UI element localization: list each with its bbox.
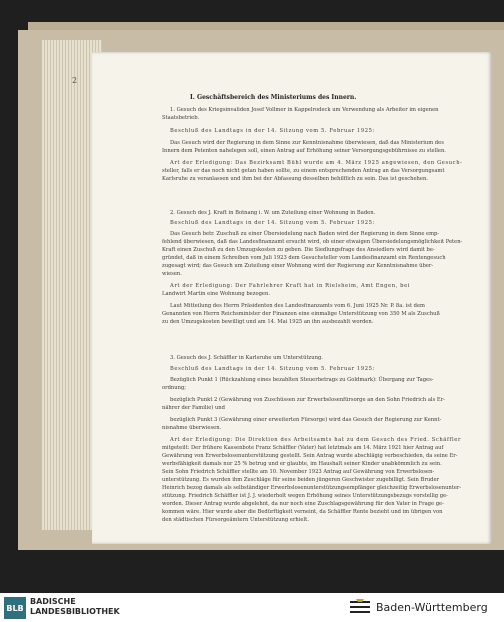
text-line: mitgeteilt: Der frühere Kassenbote Franz Schäffler (Vater) hat letztmals am 14. März 1921 hier Antrag auf [162,445,444,451]
text-line: Art der Erledigung: Der Fahrlehrer Kraft hat in Rielsheim, Amt Engen, bei [170,283,411,289]
text-line: zugesagt wird; das Gesuch um Zuteilung einer Wohnung wird der Regierung zur Kenntnisnahme über- [162,263,434,269]
text-line: Karlsruhe zu veranlassen und ihm bei der Abfassung desselben behilflich zu sein. Das ist geschehen. [162,176,428,182]
text-line: bezüglich Punkt 3 (Gewährung einer erweiterten Fürsorge) wird das Gesuch der Regierung zur Kennt- [170,417,442,423]
text-line: Beschluß des Landtags in der 14. Sitzung vom 5. Februar 1925: [170,220,375,226]
text-line: den städtischen Fürsorgeämtern Unterstützung erhielt. [162,517,309,523]
text-line: Landwirt Martin eine Wohnung bezogen. [162,291,270,297]
text-line: werbsfähigkeit damals nur 25 % betrug und er glaubte, im Haushalt seiner Kinder unabkömmlich zu sein. [162,461,442,467]
text-line: stützung. Friedrich Schäffler ist J. J. wiederholt wegen Erhöhung seines Unterstützungsbezugs vorstellig ge- [162,493,448,499]
text-line: Art der Erledigung: Die Direktion des Arbeitsamts hat zu dem Gesuch des Fried. Schäffler [170,437,462,443]
text-line: Sein Sohn Friedrich Schäffler stellte am 10. November 1923 Antrag auf Gewährung von Erwerbslosen- [162,469,435,475]
library-name[interactable] [30,597,120,617]
text-line: Gewährung von Erwerbslosenunterstützung gestellt. Sein Antrag wurde abschlägig verbeschieden, da seine Er- [162,453,458,459]
text-line: 2. Gesuch des J. Kraft in Botnang i. W. um Zuteilung einer Wohnung in Baden. [170,210,376,216]
text-line: nährer der Familie) und [162,405,225,411]
text-line: kommen wäre. Hier wurde aber die Bedürftigkeit verneint, da Schäffler Rente bezieht und im übrigen von [162,509,443,515]
text-line: 1. Gesuch des Kriegsinvaliden Josef Vollmer in Kappelrodeck um Verwendung als Arbeiter im eigenen [170,107,439,113]
page-heading: I. Geschäftsbereich des Ministeriums des Innern. [190,94,357,101]
text-line: wiesen. [162,271,182,277]
text-line: nisnahme überwiesen. [162,425,222,431]
page-number: 2 [72,76,78,85]
text-line: Bezüglich Punkt 1 (Rückzahlung eines bezahlten Steuerbetrags zu Goldmark): Übergang zur Tages- [170,377,434,383]
text-line: gründet, daß in einem Schreiben vom Juli 1923 dem Gesuchsteller vom Landesfinanzamt ein Rentengesuch [162,255,446,261]
text-line: Kraft einen Zuschuß zu den Umzugskosten zu geben. Die Siedlungsfrage des Ansiedlers wird damit be- [162,247,435,253]
library-name-line-2: LANDESBIBLIOTHEK [30,607,120,616]
text-line: Innern dem Petenten nahelegen soll, einen Antrag auf Erhöhung seiner Versorgungsgebührnisse zu stellen. [162,148,446,154]
text-line: Heinrich bezog damals als selbständiger Erwerbslosenunterstützungsempfänger gleichzeitig Erwerbslosenunter- [162,485,462,491]
text-line: Laut Mitteilung des Herrn Präsidenten des Landesfinanzamts vom 6. Juni 1925 Nr. P. 8a. ist dem [170,303,425,309]
text-line: Das Gesuch betr. Zuschuß zu einer Übersiedelung nach Baden wird der Regierung in dem Sinne emp- [170,231,440,237]
text-line: Staatsbetrieb. [162,115,200,121]
text-line: Genannten von Herrn Reichsminister der Finanzen eine einmalige Unterstützung von 350 M als Zuschuß [162,311,440,317]
text-line: unterstützung. Es wurden ihm Zuschläge für seine beiden jüngeren Geschwister zugebilligt. Sein Bruder [162,477,440,483]
blb-logo[interactable]: BLB [4,597,26,619]
text-line: Das Gesuch wird der Regierung in dem Sinne zur Kenntnisnahme überwiesen, daß das Ministerium des [170,140,444,146]
text-line: fehlend überwiesen, daß das Landesfinanzamt ersucht wird, ob einer etwaigen Übersiedelungsmöglichkeit Peten- [162,239,463,245]
text-line: Beschluß des Landtags in der 14. Sitzung vom 5. Februar 1925: [170,128,375,134]
text-line: zu den Umzugskosten bewilligt und am 14. Mai 1925 an ihn ausbezahlt worden. [162,319,374,325]
coat-of-arms-icon [350,599,370,617]
text-line: 3. Gesuch des J. Schäffler in Karlsruhe um Unterstützung. [170,355,323,361]
text-line: worden. Dieser Antrag wurde abgelehnt, da nur noch eine Zuschlagsgewährung für den Vater in Frage ge- [162,501,444,507]
text-line: bezüglich Punkt 2 (Gewährung von Zuschüssen zur Erwerbslosenfürsorge an den Sohn Friedrich als Er- [170,397,445,403]
state-name[interactable]: Baden-Württemberg [376,601,488,614]
text-line: Art der Erledigung: Das Bezirksamt Bühl wurde am 4. März 1925 angewiesen, den Gesuch- [170,160,463,166]
text-line: ordnung; [162,385,187,391]
library-name-line-1: BADISCHE [30,597,76,606]
text-line: Beschluß des Landtags in der 14. Sitzung vom 5. Februar 1925: [170,366,375,372]
text-line: steller, falls er das noch nicht getan haben sollte, zu einem entsprechenden Antrag an das Versorgungsamt [162,168,445,174]
